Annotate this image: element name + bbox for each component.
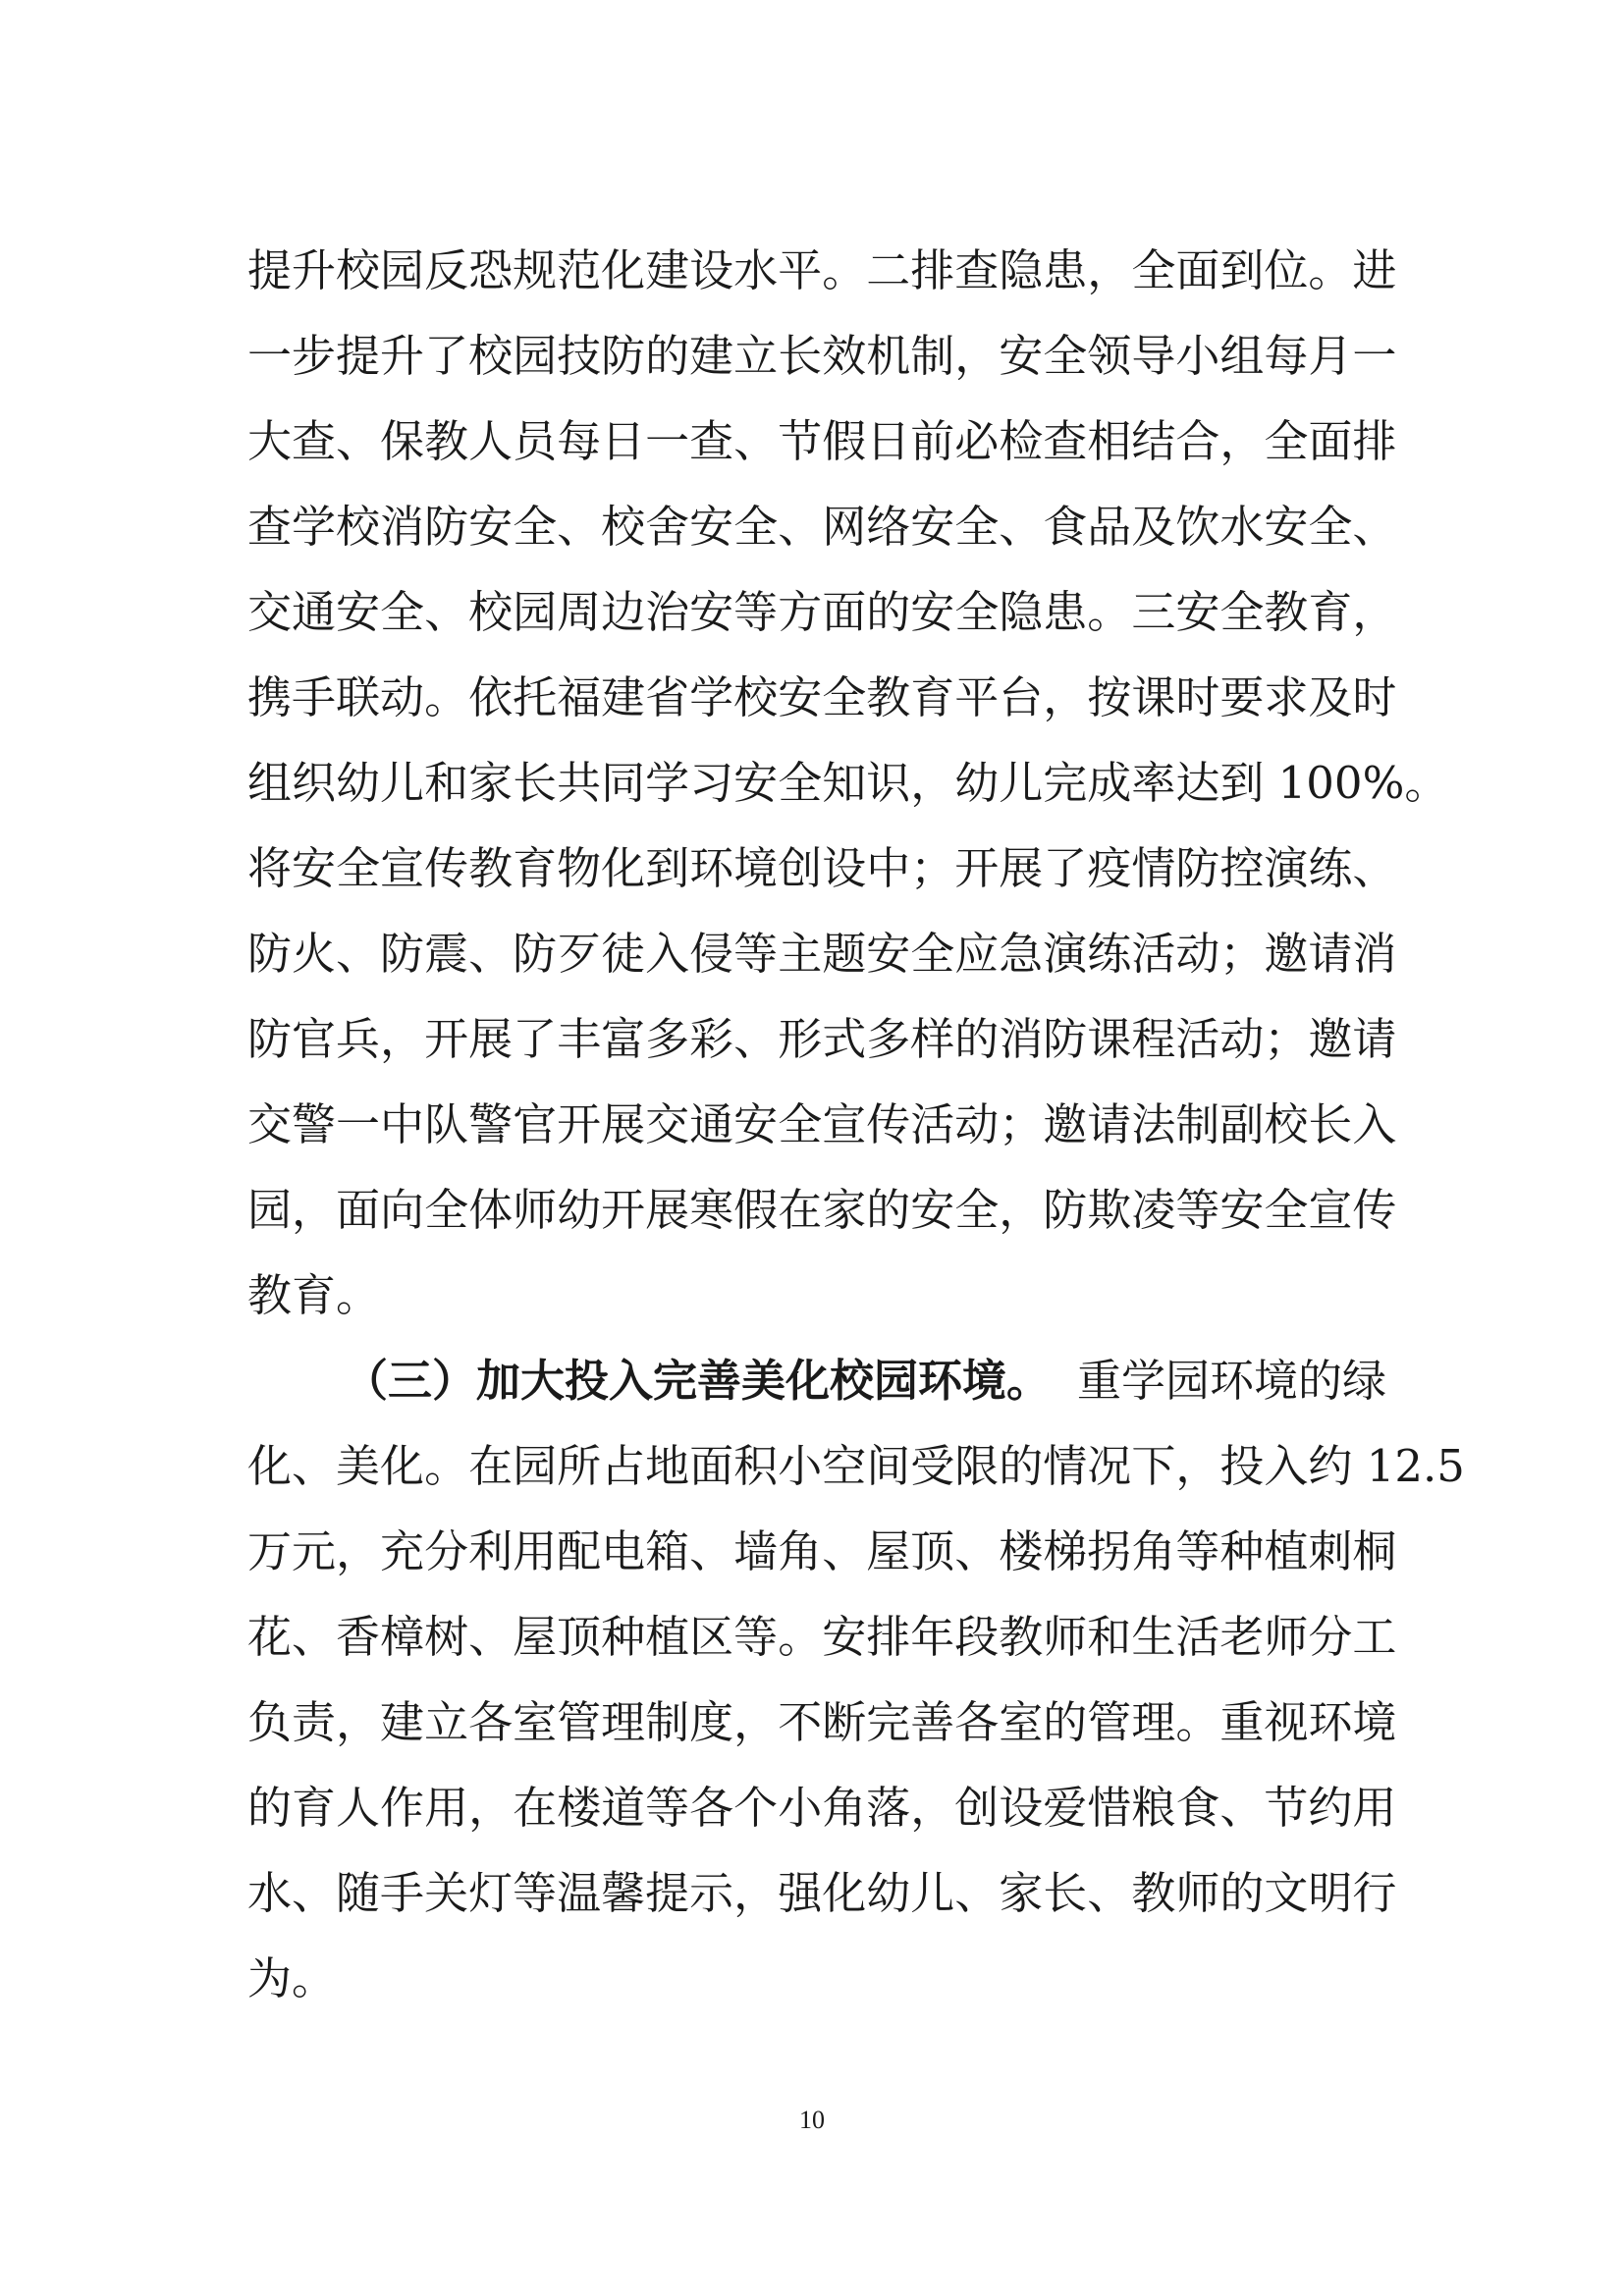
text-line: 花 、 香 樟 树 、 屋 顶 种 植 区 等 。 安 排 年 段 教 师 和 生 活 老 师 分 工 <box>247 1611 1397 1663</box>
text-line: 查 学 校 消 防 安 全 、 校 舍 安 全 、 网 络 安 全 、 食 品 及 饮 水 安 全 、 <box>247 501 1397 553</box>
text-line: 一 步 提 升 了 校 园 技 防 的 建 立 长 效 机 制 ， 安 全 领 导 小 组 每 月 一 <box>247 330 1397 382</box>
text-line: 提 升 校 园 反 恐 规 范 化 建 设 水 平 。 二 排 查 隐 患 ， 全 面 到 位 。 进 <box>247 244 1397 296</box>
text-line: 大 查 、 保 教 人 员 每 日 一 查 、 节 假 日 前 必 检 查 相 结 合 ， 全 面 排 <box>247 415 1397 467</box>
text-line: 交 警 一 中 队 警 官 开 展 交 通 安 全 宣 传 活 动 ； 邀 请 法 制 副 校 长 入 <box>247 1098 1397 1150</box>
section-heading-tail: 重学园环境的绿 <box>1076 1355 1386 1407</box>
text-line: 化 、 美 化 。 在 园 所 占 地 面 积 小 空 间 受 限 的 情 况 下 ， 投 入 约 12.5 <box>247 1440 1465 1492</box>
text-line: 将 安 全 宣 传 教 育 物 化 到 环 境 创 设 中 ； 开 展 了 疫 情 防 控 演 练 、 <box>247 842 1397 894</box>
text-line: 携 手 联 动 。 依 托 福 建 省 学 校 安 全 教 育 平 台 ， 按 课 时 要 求 及 时 <box>247 671 1397 723</box>
section-heading-line <box>247 1338 1386 1423</box>
document-body <box>247 228 1465 2021</box>
text-line: 防 官 兵 ， 开 展 了 丰 富 多 彩 、 形 式 多 样 的 消 防 课 程 活 动 ； 邀 请 <box>247 1013 1397 1065</box>
text-line: 万 元 ， 充 分 利 用 配 电 箱 、 墙 角 、 屋 顶 、 楼 梯 拐 角 等 种 植 刺 桐 <box>247 1525 1397 1577</box>
text-line: 水 、 随 手 关 灯 等 温 馨 提 示 ， 强 化 幼 儿 、 家 长 、 教 师 的 文 明 行 <box>247 1867 1397 1919</box>
section-heading: （三）加大投入完善美化校园环境。 <box>344 1355 1052 1407</box>
page-number: 10 <box>799 2106 825 2134</box>
text-line: 教育。 <box>247 1269 381 1321</box>
text-line: 负 责 ， 建 立 各 室 管 理 制 度 ， 不 断 完 善 各 室 的 管 理 。 重 视 环 境 <box>247 1696 1397 1748</box>
text-line: 防 火 、 防 震 、 防 歹 徒 入 侵 等 主 题 安 全 应 急 演 练 活 动 ； 邀 请 消 <box>247 928 1397 980</box>
text-line: 为。 <box>247 1952 337 2004</box>
text-line: 园 ， 面 向 全 体 师 幼 开 展 寒 假 在 家 的 安 全 ， 防 欺 凌 等 安 全 宣 传 <box>247 1184 1397 1236</box>
text-line: 交 通 安 全 、 校 园 周 边 治 安 等 方 面 的 安 全 隐 患 。 三 安 全 教 育 ， <box>247 586 1397 638</box>
text-line: 的 育 人 作 用 ， 在 楼 道 等 各 个 小 角 落 ， 创 设 爱 惜 粮 食 、 节 约 用 <box>247 1782 1397 1834</box>
text-line: 组 织 幼 儿 和 家 长 共 同 学 习 安 全 知 识 ， 幼 儿 完 成 率 达 到 100% 。 <box>247 757 1449 809</box>
